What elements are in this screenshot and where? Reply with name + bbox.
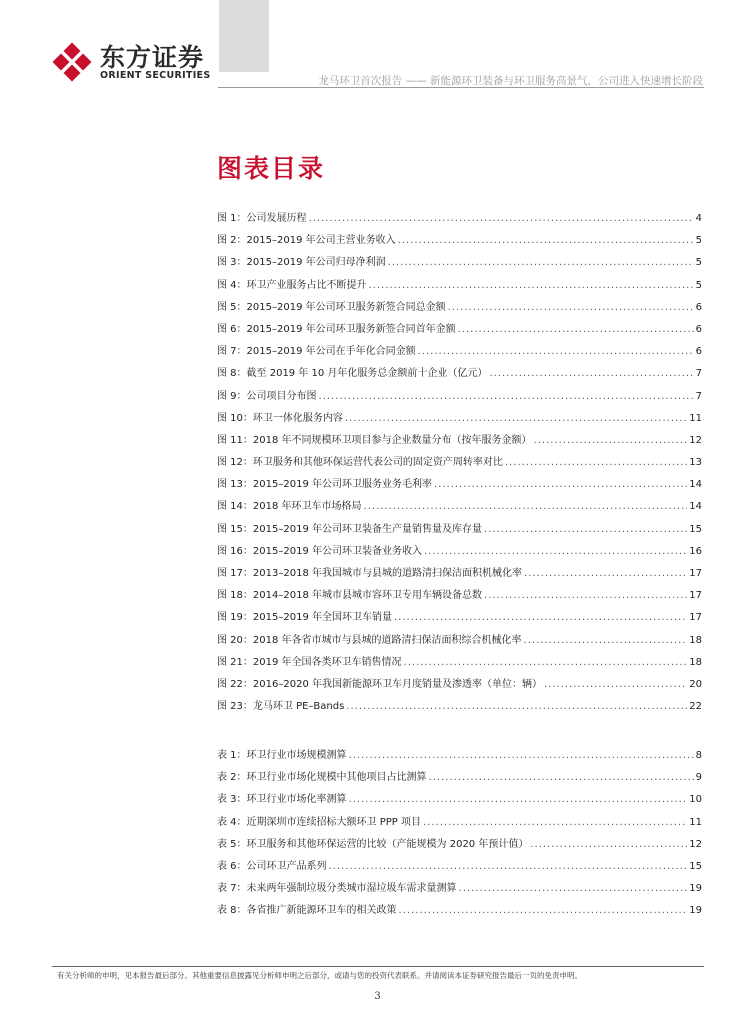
footer-divider (52, 966, 704, 967)
toc-entry-page: 18 (689, 634, 702, 646)
toc-leader-dots (404, 657, 688, 669)
toc-entry[interactable] (217, 235, 702, 257)
toc-entry-page: 7 (695, 368, 702, 380)
toc-entry-label: 图 12：环卫服务和其他环保运营代表公司的固定资产周转率对比 (217, 457, 503, 469)
toc-entry-page: 18 (689, 656, 702, 668)
toc-entry-label: 表 2：环卫行业市场化规模中其他项目占比测算 (217, 772, 427, 784)
orient-securities-logo-icon (52, 42, 92, 82)
toc-entry-page: 5 (695, 257, 702, 269)
toc-title: 图表目录 (217, 154, 326, 183)
toc-entry-label: 表 1：环卫行业市场规模测算 (217, 750, 347, 761)
table-list (217, 750, 702, 928)
toc-entry[interactable] (217, 905, 702, 927)
toc-entry[interactable] (217, 772, 702, 794)
toc-entry-label: 图 10：环卫一体化服务内容 (217, 412, 343, 424)
toc-leader-dots (309, 213, 694, 225)
footer-disclaimer: 有关分析师的申明，见本报告最后部分。其他重要信息披露见分析师申明之后部分，或请与您的投资代表联系。并请阅读本证券研究报告最后一页的免责申明。 (57, 971, 582, 980)
toc-entry-label: 表 6：公司环卫产品系列 (217, 860, 327, 872)
toc-leader-dots (434, 479, 687, 491)
toc-entry-label: 图 20：2018 年各省市城市与县城的道路清扫保洁面积综合机械化率 (217, 634, 522, 646)
toc-entry[interactable] (217, 479, 702, 501)
toc-entry-label: 图 5：2015–2019 年公司环卫服务新签合同总金额 (217, 301, 446, 313)
toc-entry[interactable] (217, 457, 702, 479)
toc-entry-label: 图 2：2015–2019 年公司主营业务收入 (217, 235, 396, 247)
toc-entry-page: 22 (689, 701, 702, 713)
toc-leader-dots (534, 435, 688, 447)
header-gray-block (219, 0, 269, 72)
toc-leader-dots (388, 257, 694, 269)
toc-entry-page: 14 (689, 501, 702, 513)
toc-entry-page: 5 (695, 279, 702, 291)
toc-leader-dots (345, 413, 687, 425)
toc-entry[interactable] (217, 679, 702, 701)
toc-entry-page: 17 (689, 590, 702, 602)
toc-entry[interactable] (217, 524, 702, 546)
toc-leader-dots (424, 546, 687, 558)
toc-entry-page: 8 (695, 750, 702, 761)
toc-leader-dots (544, 679, 687, 691)
toc-leader-dots (530, 839, 687, 851)
toc-entry-label: 图 15：2015–2019 年公司环卫装备生产量销售量及库存量 (217, 523, 482, 535)
toc-entry[interactable] (217, 257, 702, 279)
toc-entry-label: 图 16：2015–2019 年公司环卫装备业务收入 (217, 545, 422, 557)
toc-entry-page: 6 (695, 323, 702, 335)
toc-entry-page: 17 (689, 612, 702, 624)
toc-entry[interactable] (217, 346, 702, 368)
toc-entry-label: 图 18：2014–2018 年城市县城市容环卫专用车辆设备总数 (217, 590, 482, 602)
toc-entry-label: 图 1：公司发展历程 (217, 213, 307, 224)
toc-entry[interactable] (217, 839, 702, 861)
toc-leader-dots (329, 861, 688, 873)
toc-entry-page: 4 (695, 213, 702, 224)
toc-entry[interactable] (217, 635, 702, 657)
toc-entry[interactable] (217, 324, 702, 346)
toc-entry-label: 图 17：2013–2018 年我国城市与县城的道路清扫保洁面积机械化率 (217, 568, 522, 579)
toc-entry-label: 图 8：截至 2019 年 10 月年化服务总金额前十企业（亿元） (217, 368, 488, 380)
header-divider (218, 87, 704, 88)
toc-entry-page: 20 (689, 678, 702, 690)
toc-entry[interactable] (217, 501, 702, 523)
toc-entry-label: 图 4：环卫产业服务占比不断提升 (217, 279, 367, 291)
toc-entry-page: 14 (689, 479, 702, 491)
toc-entry-page: 9 (695, 772, 702, 784)
toc-entry[interactable] (217, 280, 702, 302)
figure-list (217, 213, 702, 723)
toc-leader-dots (524, 568, 687, 580)
toc-entry-page: 11 (689, 412, 702, 424)
toc-leader-dots (429, 772, 694, 784)
toc-leader-dots (319, 391, 694, 403)
toc-leader-dots (484, 524, 687, 536)
toc-entry-page: 15 (689, 523, 702, 535)
toc-entry[interactable] (217, 750, 702, 772)
toc-entry[interactable] (217, 657, 702, 679)
toc-entry-page: 11 (689, 816, 702, 828)
toc-entry-label: 图 19：2015–2019 年全国环卫车销量 (217, 612, 392, 624)
toc-leader-dots (458, 324, 694, 336)
toc-entry-page: 10 (689, 794, 702, 806)
toc-entry-page: 12 (689, 434, 702, 446)
toc-entry[interactable] (217, 391, 702, 413)
toc-entry-label: 表 7：未来两年强制垃圾分类城市湿垃圾车需求量测算 (217, 883, 457, 895)
toc-leader-dots (459, 883, 688, 895)
toc-leader-dots (364, 501, 688, 513)
toc-entry-page: 5 (695, 235, 702, 247)
toc-entry-page: 19 (689, 883, 702, 895)
toc-entry-label: 图 14：2018 年环卫车市场格局 (217, 501, 362, 513)
toc-leader-dots (448, 302, 694, 314)
toc-entry-label: 图 13：2015–2019 年公司环卫服务业务毛利率 (217, 479, 432, 491)
toc-entry-page: 7 (695, 390, 702, 402)
toc-leader-dots (394, 612, 687, 624)
toc-leader-dots (489, 368, 693, 380)
toc-entry-label: 表 5：环卫服务和其他环保运营的比较（产能规模为 2020 年预计值） (217, 838, 529, 850)
toc-entry-label: 图 6：2015–2019 年公司环卫服务新签合同首年金额 (217, 323, 456, 335)
toc-entry-label: 图 21：2019 年全国各类环卫车销售情况 (217, 656, 402, 668)
toc-entry[interactable] (217, 612, 702, 634)
toc-leader-dots (423, 817, 687, 829)
report-subtitle: 龙马环卫首次报告 —— 新能源环卫装备与环卫服务高景气，公司进入快速增长阶段 (318, 75, 703, 87)
toc-leader-dots (484, 590, 687, 602)
toc-leader-dots (369, 280, 694, 292)
toc-entry-page: 19 (689, 905, 702, 917)
toc-leader-dots (398, 235, 694, 247)
toc-entry[interactable] (217, 435, 702, 457)
toc-entry[interactable] (217, 883, 702, 905)
toc-leader-dots (349, 750, 694, 762)
toc-entry-page: 6 (695, 346, 702, 358)
toc-leader-dots (418, 346, 694, 358)
toc-leader-dots (524, 635, 688, 647)
toc-entry[interactable] (217, 213, 702, 235)
toc-entry-page: 17 (689, 568, 702, 579)
toc-entry[interactable] (217, 413, 702, 435)
toc-entry-page: 13 (689, 457, 702, 469)
page-number: 3 (374, 991, 381, 1002)
brand-name-cn: 东方证券 (100, 43, 205, 72)
toc-leader-dots (349, 794, 688, 806)
toc-entry-label: 图 9：公司项目分布图 (217, 390, 317, 402)
toc-entry[interactable] (217, 701, 702, 723)
toc-entry-label: 图 11：2018 年不同规模环卫项目参与企业数量分布（按年服务金额） (217, 434, 532, 446)
toc-leader-dots (505, 457, 687, 469)
toc-entry[interactable] (217, 368, 702, 390)
toc-entry-label: 图 7：2015–2019 年公司在手年化合同金额 (217, 346, 416, 358)
toc-entry-label: 表 8：各省推广新能源环卫车的相关政策 (217, 905, 397, 917)
toc-entry-label: 图 23：龙马环卫 PE–Bands (217, 701, 345, 713)
toc-entry-page: 6 (695, 301, 702, 313)
toc-entry-label: 表 3：环卫行业市场化率测算 (217, 794, 347, 806)
toc-entry[interactable] (217, 817, 702, 839)
toc-entry[interactable] (217, 302, 702, 324)
toc-entry-label: 图 22：2016–2020 年我国新能源环卫车月度销量及渗透率（单位：辆） (217, 678, 542, 690)
brand-name-en: ORIENT SECURITIES (100, 70, 211, 81)
toc-entry-label: 表 4：近期深圳市连续招标大额环卫 PPP 项目 (217, 816, 421, 828)
toc-entry-page: 15 (689, 860, 702, 872)
toc-entry[interactable] (217, 794, 702, 816)
toc-leader-dots (346, 701, 687, 713)
toc-entry[interactable] (217, 590, 702, 612)
toc-leader-dots (399, 905, 688, 917)
toc-entry-page: 16 (689, 545, 702, 557)
toc-entry[interactable] (217, 568, 702, 590)
toc-entry-page: 12 (689, 838, 702, 850)
toc-entry[interactable] (217, 861, 702, 883)
toc-entry[interactable] (217, 546, 702, 568)
toc-entry-label: 图 3：2015–2019 年公司归母净利润 (217, 257, 386, 269)
